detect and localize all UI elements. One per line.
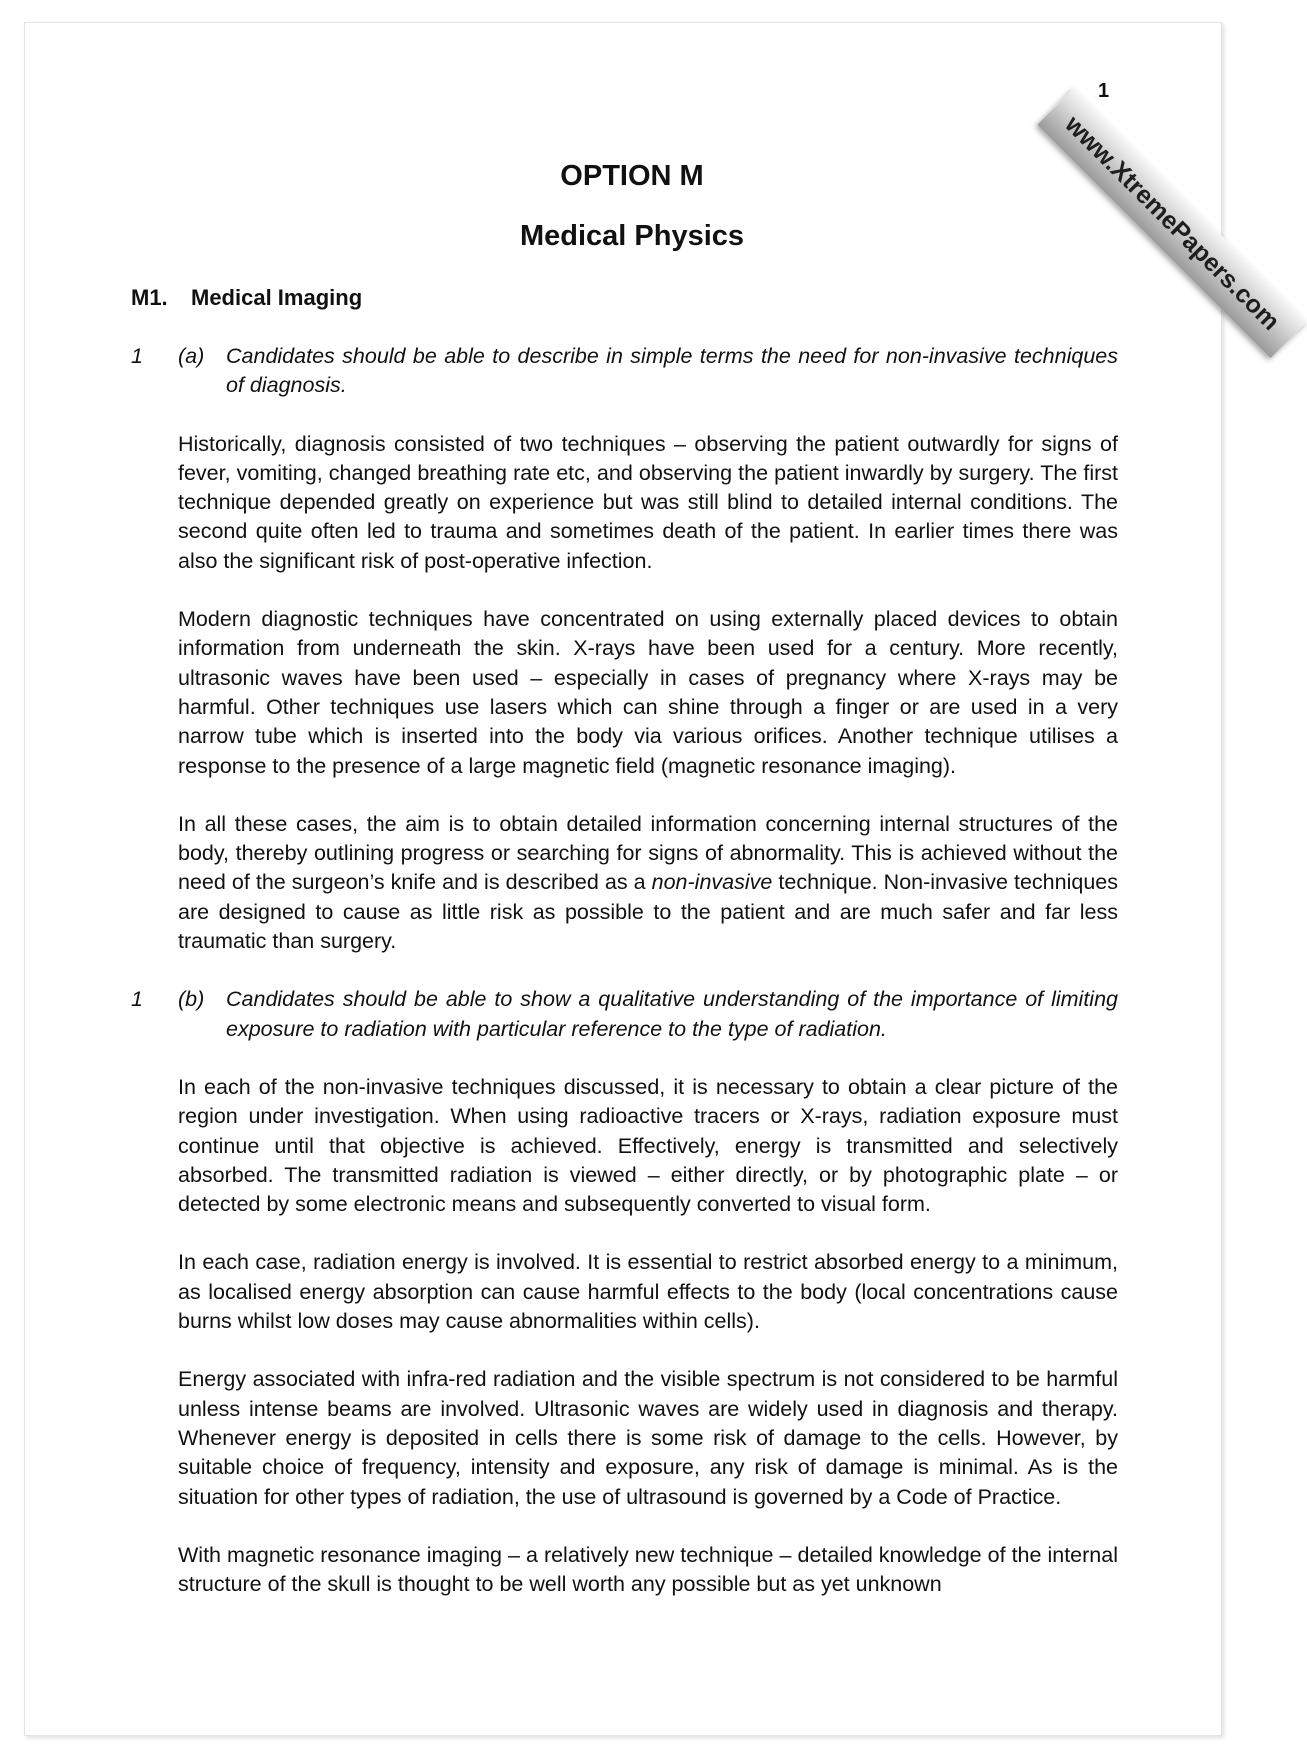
objective-letter: (b): [178, 987, 205, 1012]
paragraph: In each case, radiation energy is involved. It is essential to restrict absorbed energy to a minimum, as localised energy absorption can cause harmful effects to the body (local concentrations cause burns whilst low doses may cause abnormalities within cells).: [178, 1250, 1118, 1334]
section-number: M1.: [131, 285, 168, 310]
emphasis-text: non-invasive: [651, 870, 773, 895]
section-title: Medical Imaging: [191, 285, 363, 310]
paragraph: [178, 810, 1118, 956]
page-number: 1: [1098, 80, 1110, 102]
objective-1b: [131, 985, 1118, 1044]
watermark-ribbon: www.XtremePapers.com: [1037, 88, 1307, 358]
objective-number: 1: [131, 987, 143, 1012]
section-heading: [131, 285, 362, 311]
objective-number: 1: [131, 344, 143, 368]
paragraph-text: In all these cases, the aim is to obtain detailed information concerning internal structures of the body, thereby outlining progress or searching for signs of abnormality. This is achieved without the need of the surgeon’s knife and is described as a: [178, 811, 1118, 895]
paragraph-text: technique. Non-invasive techniques are designed to cause as little risk as possible to the patient and are much safer and far less traumatic than surgery.: [178, 870, 1118, 954]
objective-text: Candidates should be able to describe in simple terms the need for non-invasive techniques of diagnosis.: [226, 344, 1118, 398]
document-body: [131, 342, 1118, 1599]
page-subtitle: Medical Physics: [519, 220, 745, 252]
objective-letter: (a): [178, 344, 205, 368]
objective-text: Candidates should be able to show a qualitative understanding of the importance of limiting exposure to radiation with particular reference to the type of radiation.: [226, 987, 1118, 1041]
paragraph: Historically, diagnosis consisted of two techniques – observing the patient outwardly for signs of fever, vomiting, changed breathing rate etc, and observing the patient inwardly by surgery. The first technique depended greatly on experience but was still blind to detailed internal conditions. The second quite often led to trauma and sometimes death of the patient. In earlier times there was also the significant risk of post-operative infection.: [178, 431, 1118, 573]
page-title: OPTION M: [560, 160, 704, 192]
objective-1a: [131, 342, 1118, 401]
paragraph: In each of the non-invasive techniques discussed, it is necessary to obtain a clear picture of the region under investigation. When using radioactive tracers or X-rays, radiation exposure must continue until that objective is achieved. Effectively, energy is transmitted and selectively absorbed. The transmitted radiation is viewed – either directly, or by photographic plate – or detected by some electronic means and subsequently converted to visual form.: [178, 1074, 1118, 1217]
paragraph: With magnetic resonance imaging – a relatively new technique – detailed knowledge of the internal structure of the skull is thought to be well worth any possible but as yet unknown: [178, 1542, 1118, 1597]
paragraph: Modern diagnostic techniques have concentrated on using externally placed devices to obtain information from underneath the skin. X-rays have been used for a century. More recently, ultrasonic waves have been used – especially in cases of pregnancy where X-rays may be harmful. Other techniques use lasers which can shine through a finger or are used in a very narrow tube which is inserted into the body via various orifices. Another technique utilises a response to the presence of a large magnetic field (magnetic resonance imaging).: [178, 607, 1118, 778]
paragraph: Energy associated with infra-red radiation and the visible spectrum is not considered to be harmful unless intense beams are involved. Ultrasonic waves are widely used in diagnosis and therapy. Whenever energy is deposited in cells there is some risk of damage to the cells. However, by suitable choice of frequency, intensity and exposure, any risk of damage is minimal. As is the situation for other types of radiation, the use of ultrasound is governed by a Code of Practice.: [178, 1367, 1118, 1509]
